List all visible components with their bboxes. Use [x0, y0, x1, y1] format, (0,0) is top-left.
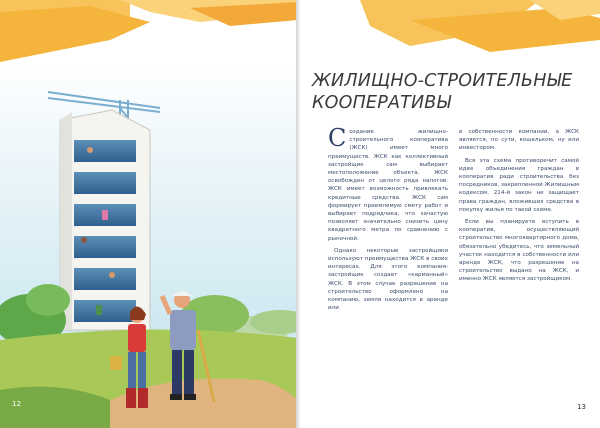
paragraph: в собственности компании, а ЖСК является, по сути, кошельком, ну или инвестором. [459, 129, 579, 152]
ribbon-decoration-left [0, 0, 298, 62]
text-column-2 [459, 128, 579, 288]
paragraph: Вся эта схема противоречит самой идее объединения граждан в кооператив ради строительства без посредников, закрепленной Жилищным кодексом. 214-й закон не защищает права граждан, вложивших средства в покупку жилья по такой схеме. [459, 157, 579, 213]
page-number-right: 13 [577, 403, 586, 411]
ribbon-decoration-right [300, 0, 600, 70]
drop-cap: С [328, 124, 347, 152]
paragraph-text: оздание жилищно-строительного кооператива (ЖСК) имеет много преимуществ. ЖСК как коллективный застройщик сам выбирает местоположение объекта. ЖСК освобожден от целого ряда налогов. ЖСК имеет возможность привлекать кредитные средства. ЖСК сам формирует приемлемую смету работ и выбирает подрядчика, что зачастую позволяет значительно снизить цену квадратного метра по сравнению с рыночной. [328, 129, 448, 242]
paragraph: Если вы планируете вступить в кооператив, осуществляющий строительство многоквартирного дома, обязательно убедитесь, что земельный участок находится в собственности или аренде ЖСК, что разрешение на строительство выдано на ЖСК, и именно ЖСК является застройщиком. [459, 219, 579, 283]
text-column-1 [328, 124, 448, 316]
left-page [0, 0, 298, 428]
page-number-left: 12 [12, 400, 21, 408]
paragraph [328, 124, 448, 243]
title-line-1: ЖИЛИЩНО-СТРОИТЕЛЬНЫЕ [312, 71, 573, 91]
title-line-2: КООПЕРАТИВЫ [312, 93, 452, 113]
article-body [328, 124, 590, 368]
construction-illustration [0, 0, 298, 428]
paragraph: Однако некоторые застройщики используют преимущества ЖСК в своих интересах. Для этого компания-застройщик создает «карманный» ЖСК. В этом случае разрешение на строительство оформлено на компанию, земля находится в аренде или [328, 247, 448, 312]
article-title [312, 70, 592, 114]
building [60, 110, 150, 330]
